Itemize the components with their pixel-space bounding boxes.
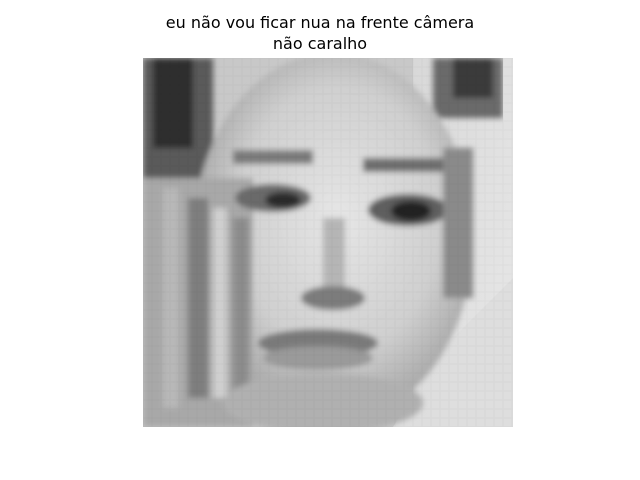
figure-title bbox=[0, 12, 640, 54]
face-image bbox=[143, 58, 513, 427]
title-line-1: eu não vou ficar nua na frente câmera bbox=[165, 13, 475, 32]
title-line-2: não caralho bbox=[272, 34, 368, 53]
face-image-svg bbox=[143, 58, 513, 427]
